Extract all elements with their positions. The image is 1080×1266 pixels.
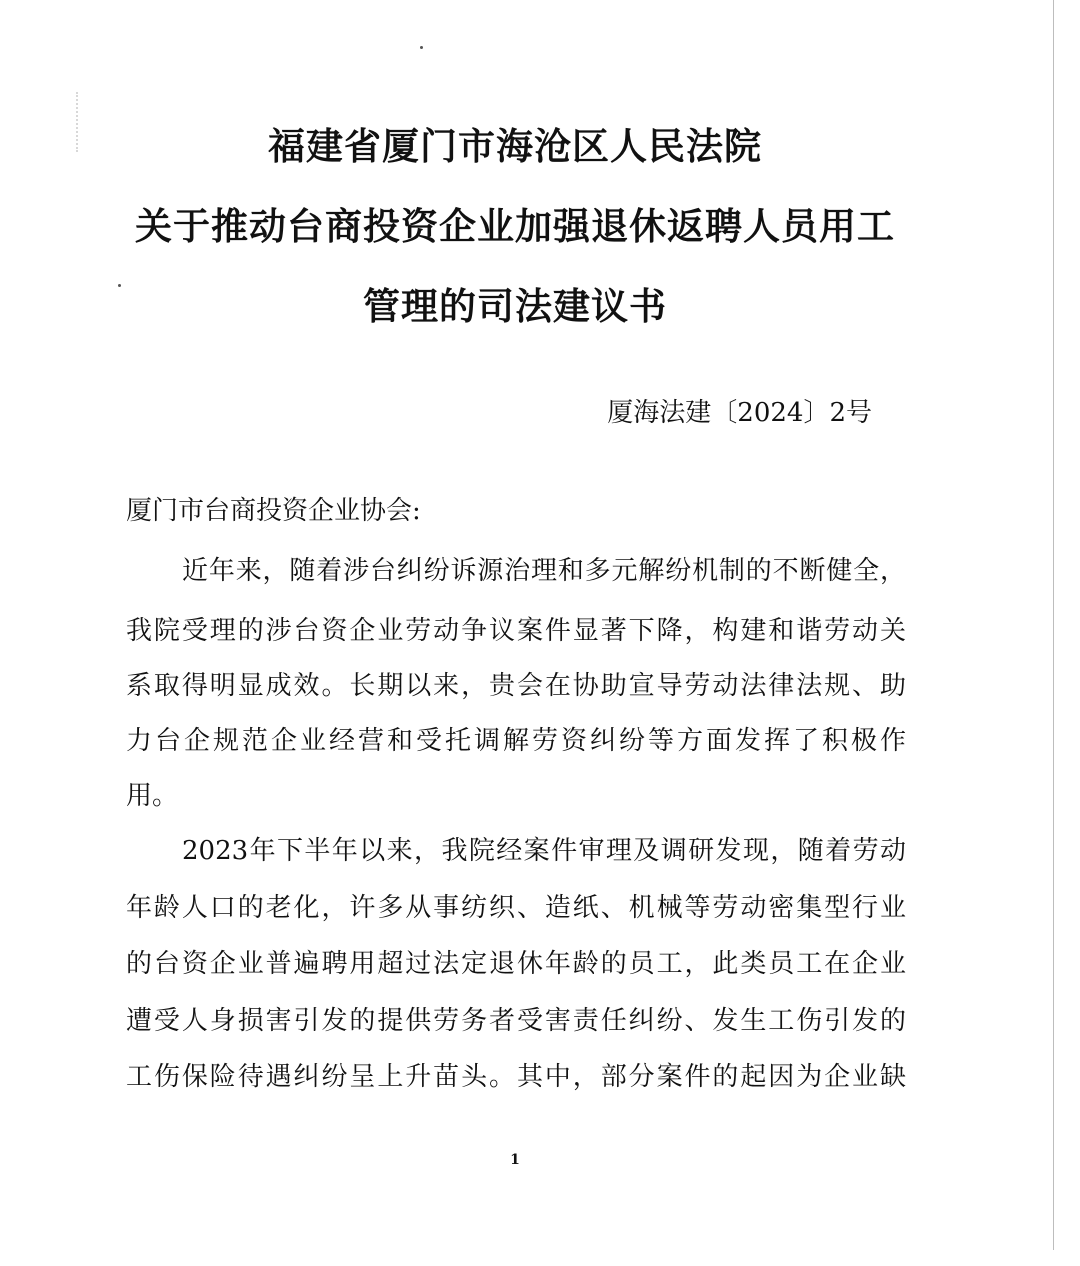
scan-speck	[420, 46, 423, 49]
salutation: 厦门市台商投资企业协会:	[126, 496, 421, 526]
paragraph-line: 我院受理的涉台资企业劳动争议案件显著下降，构建和谐劳动关	[126, 616, 906, 646]
document-title-line-3: 管理的司法建议书	[363, 284, 667, 328]
paragraph-line: 2023年下半年以来，我院经案件审理及调研发现，随着劳动	[182, 836, 906, 866]
paragraph-line: 年龄人口的老化，许多从事纺织、造纸、机械等劳动密集型行业	[126, 893, 906, 923]
document-number: 厦海法建〔2024〕2号	[607, 398, 872, 428]
paragraph-line: 工伤保险待遇纠纷呈上升苗头。其中，部分案件的起因为企业缺	[126, 1062, 906, 1092]
document-title-line-1: 福建省厦门市海沧区人民法院	[268, 124, 762, 168]
page-number: 1	[510, 1152, 520, 1168]
paragraph-line: 用。	[126, 781, 179, 811]
scan-edge-line	[1053, 0, 1054, 1250]
paragraph-line: 近年来，随着涉台纠纷诉源治理和多元解纷机制的不断健全，	[182, 556, 906, 586]
paragraph-line: 力台企规范企业经营和受托调解劳资纠纷等方面发挥了积极作	[126, 726, 906, 756]
paragraph-line: 系取得明显成效。长期以来，贵会在协助宣导劳动法律法规、助	[126, 671, 906, 701]
paragraph-line: 的台资企业普遍聘用超过法定退休年龄的员工，此类员工在企业	[126, 949, 906, 979]
document-title-line-2: 关于推动台商投资企业加强退休返聘人员用工	[135, 204, 895, 248]
paragraph-line: 遭受人身损害引发的提供劳务者受害责任纠纷、发生工伤引发的	[126, 1006, 906, 1036]
